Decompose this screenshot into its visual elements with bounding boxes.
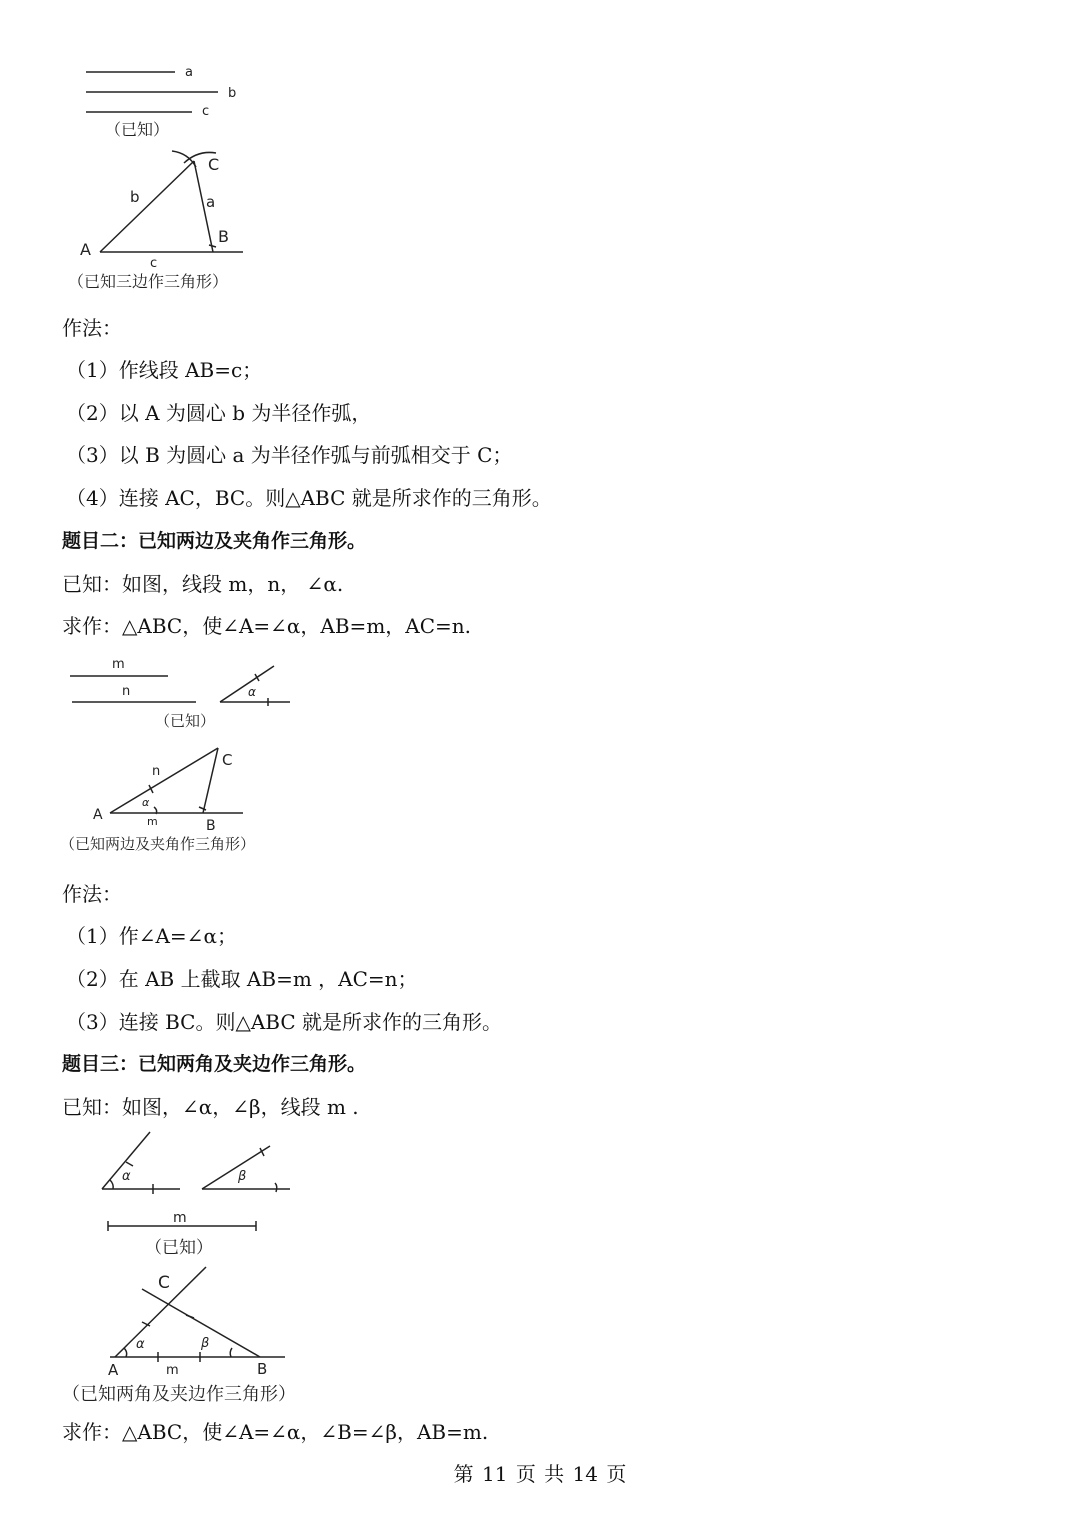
figure-sas	[60, 652, 310, 857]
question2-given: 已知：如图，线段 m，n， ∠α.	[62, 572, 344, 596]
figure-asa-svg	[60, 1128, 350, 1410]
question2-requirement: 求作：△ABC，使∠A=∠α，AB=m，AC=n.	[62, 614, 472, 638]
angle-alpha-label: α	[142, 796, 150, 809]
vertex-b: B	[218, 227, 229, 246]
question3-requirement: 求作：△ABC，使∠A=∠α，∠B=∠β，AB=m.	[62, 1420, 489, 1444]
caption-given-1: （已知）	[105, 120, 170, 139]
side-m-label: m	[166, 1363, 179, 1378]
side-c-label: c	[150, 256, 158, 271]
angle-beta-label: β	[201, 1336, 210, 1351]
method1-label: 作法：	[62, 316, 122, 340]
angle-alpha-label: α	[136, 1337, 145, 1352]
side-b-label: b	[130, 188, 140, 206]
side-a-label: a	[206, 193, 216, 211]
caption-given-2: （已知）	[155, 712, 216, 730]
method1-step4: （4）连接 AC，BC。则△ABC 就是所求作的三角形。	[66, 486, 552, 510]
figure-sss	[60, 55, 320, 300]
caption-figure-3: （已知两角及夹边作三角形）	[62, 1384, 296, 1405]
given-m-label: m	[112, 657, 125, 672]
vertex-b: B	[257, 1360, 268, 1378]
vertex-a: A	[108, 1361, 119, 1379]
given-alpha-label: α	[122, 1169, 131, 1184]
side-n-label: n	[152, 764, 161, 779]
method1-step2: （2）以 A 为圆心 b 为半径作弧，	[66, 401, 372, 425]
method2-step1: （1）作∠A=∠α；	[66, 924, 237, 948]
vertex-c: C	[222, 751, 233, 769]
question2-title: 题目二：已知两边及夹角作三角形。	[62, 530, 367, 552]
vertex-c: C	[208, 155, 220, 174]
question3-title: 题目三：已知两角及夹边作三角形。	[62, 1053, 367, 1075]
vertex-a: A	[80, 240, 91, 259]
figure-sss-svg	[60, 55, 320, 300]
caption-figure-1: （已知三边作三角形）	[68, 272, 229, 291]
method2-step3: （3）连接 BC。则△ABC 就是所求作的三角形。	[66, 1010, 503, 1034]
question3-given: 已知：如图，∠α，∠β，线段 m .	[62, 1095, 359, 1119]
given-beta-label: β	[238, 1169, 247, 1184]
vertex-b: B	[206, 818, 216, 834]
method1-step1: （1）作线段 AB=c；	[66, 358, 263, 382]
given-alpha-label: α	[248, 685, 256, 699]
method1-step3: （3）以 B 为圆心 a 为半径作弧与前弧相交于 C；	[66, 443, 513, 467]
label-c: c	[202, 104, 210, 119]
given-n-label: n	[122, 684, 131, 699]
vertex-c: C	[158, 1273, 170, 1293]
caption-figure-2: （已知两边及夹角作三角形）	[60, 835, 256, 853]
page-footer: 第 11 页 共 14 页	[453, 1462, 627, 1486]
figure-sas-svg	[60, 652, 310, 857]
method2-label: 作法：	[62, 882, 122, 906]
caption-given-3: （已知）	[145, 1238, 213, 1258]
vertex-a: A	[93, 807, 103, 823]
method2-step2: （2）在 AB 上截取 AB=m ，AC=n；	[66, 967, 418, 991]
figure-asa	[60, 1128, 350, 1410]
label-a: a	[185, 65, 193, 80]
side-m-label: m	[147, 815, 158, 828]
given-m-label: m	[173, 1210, 187, 1226]
label-b: b	[228, 86, 237, 101]
